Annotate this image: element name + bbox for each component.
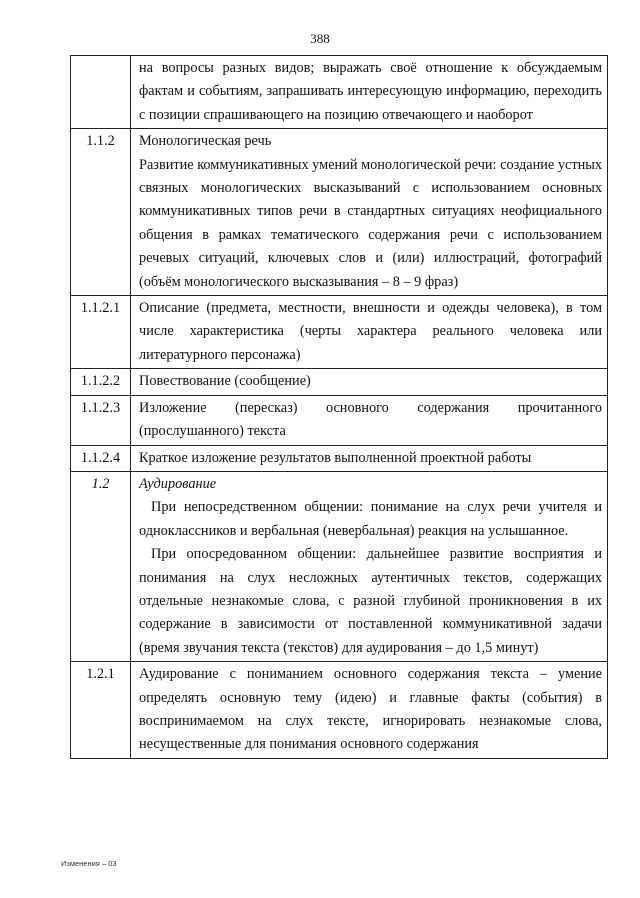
row-text (131, 56, 608, 129)
row-number: 1.1.2 (71, 129, 131, 296)
row-text (131, 129, 608, 296)
row-heading: Монологическая речь (139, 133, 272, 150)
row-text (131, 471, 608, 661)
row-number: 1.1.2.1 (71, 296, 131, 369)
row-number: 1.1.2.4 (71, 445, 131, 471)
row-number: 1.2.1 (71, 662, 131, 759)
table-row (71, 56, 608, 129)
table-row (71, 445, 608, 471)
row-paragraph: Повествование (сообщение) (139, 373, 311, 390)
row-heading: Аудирование (139, 475, 217, 492)
table-row (71, 395, 608, 445)
row-text (131, 445, 608, 471)
row-paragraph: Изложение (пересказ) основного содержания прочитанного (прослушанного) текста (139, 399, 602, 440)
row-paragraph: Аудирование с пониманием основного содержания текста – умение определять основную тему (идею) и главные факты (события) в воспринимаемом на слух тексте, игнорировать незнакомые слова, несущественные для понимания основного содержания (139, 666, 602, 753)
row-number: 1.1.2.2 (71, 369, 131, 395)
row-number: 1.1.2.3 (71, 395, 131, 445)
row-text (131, 662, 608, 759)
table-row (71, 129, 608, 296)
row-paragraph: При непосредственном общении: понимание на слух речи учителя и одноклассников и вербальная (невербальная) реакция на услышанное. (139, 499, 602, 539)
row-paragraph: Описание (предмета, местности, внешности и одежды человека), в том числе характеристика (черты характера реального человека или литературного персонажа) (139, 300, 602, 363)
footer-revision: Изменения – 03 (61, 859, 117, 868)
content-table (70, 55, 608, 759)
row-paragraph: При опосредованном общении: дальнейшее развитие восприятия и понимания на слух несложных аутентичных текстов, содержащих отдельные незнакомые слова, с разной глубиной проникновения в их содержание в зависимости от поставленной коммуникативной задачи (время звучания текста (текстов) для аудирования – до 1,5 минут) (139, 546, 602, 656)
row-paragraph: на вопросы разных видов; выражать своё отношение к обсуждаемым фактам и событиям, запрашивать интересующую информацию, переходить с позиции спрашивающего на позицию отвечающего и наоборот (139, 60, 602, 123)
row-number (71, 56, 131, 129)
row-text (131, 395, 608, 445)
page-number: 388 (310, 31, 330, 46)
row-number: 1.2 (71, 471, 131, 661)
row-text (131, 369, 608, 395)
table-row (71, 296, 608, 369)
table-row (71, 369, 608, 395)
row-text (131, 296, 608, 369)
row-paragraph: Развитие коммуникативных умений монологической речи: создание устных связных монологических высказываний с использованием основных коммуникативных типов речи в стандартных ситуациях неофициального общения в рамках тематического содержания речи с использованием речевых ситуаций, ключевых слов и (или) иллюстраций, фотографий (объём монологического высказывания – 8 – 9 фраз) (139, 156, 602, 290)
table-row (71, 471, 608, 661)
row-paragraph: Краткое изложение результатов выполненной проектной работы (139, 449, 532, 466)
table-row (71, 662, 608, 759)
